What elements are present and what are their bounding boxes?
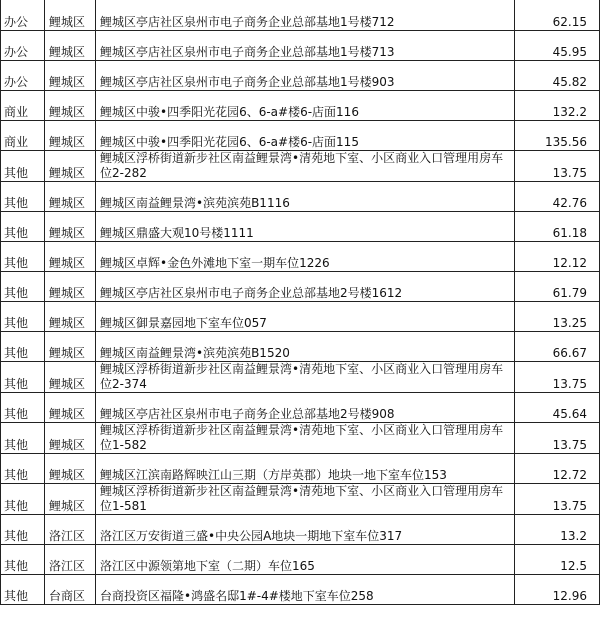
type-cell: 其他 [1,301,45,331]
area-cell: 62.15 [515,0,600,30]
type-cell: 其他 [1,241,45,271]
area-cell: 135.56 [515,120,600,150]
district-cell: 鲤城区 [45,301,96,331]
type-cell: 其他 [1,181,45,211]
district-cell: 鲤城区 [45,331,96,361]
table-row [1,514,600,544]
table-row [1,30,600,60]
address-cell: 鲤城区亭店社区泉州市电子商务企业总部基地2号楼1612 [96,271,515,301]
type-cell: 其他 [1,392,45,422]
area-cell: 132.2 [515,90,600,120]
table-row [1,361,600,392]
address-cell: 鲤城区江滨南路辉映江山三期（方岸英郡）地块一地下室车位153 [96,453,515,483]
table-row [1,271,600,301]
type-cell: 其他 [1,453,45,483]
area-cell: 61.18 [515,211,600,241]
district-cell: 鲤城区 [45,241,96,271]
district-cell: 鲤城区 [45,392,96,422]
table-row [1,544,600,574]
address-cell: 洛江区万安街道三盛•中央公园A地块一期地下室车位317 [96,514,515,544]
table-row [1,90,600,120]
table-row [1,0,600,30]
area-cell: 13.75 [515,483,600,514]
area-cell: 12.5 [515,544,600,574]
address-cell: 鲤城区亭店社区泉州市电子商务企业总部基地1号楼713 [96,30,515,60]
district-cell: 鲤城区 [45,60,96,90]
table-row [1,181,600,211]
table-row [1,301,600,331]
area-cell: 12.12 [515,241,600,271]
area-cell: 13.2 [515,514,600,544]
address-cell: 鲤城区御景嘉园地下室车位057 [96,301,515,331]
district-cell: 鲤城区 [45,120,96,150]
address-cell: 鲤城区中骏•四季阳光花园6、6-a#楼6-店面116 [96,90,515,120]
type-cell: 其他 [1,361,45,392]
area-cell: 13.25 [515,301,600,331]
district-cell: 鲤城区 [45,483,96,514]
type-cell: 办公 [1,0,45,30]
address-cell: 鲤城区亭店社区泉州市电子商务企业总部基地2号楼908 [96,392,515,422]
table-row [1,574,600,604]
address-cell: 台商投资区福隆•鸿盛名邸1#-4#楼地下室车位258 [96,574,515,604]
table-row [1,331,600,361]
type-cell: 其他 [1,211,45,241]
district-cell: 洛江区 [45,544,96,574]
area-cell: 66.67 [515,331,600,361]
address-cell: 鲤城区浮桥街道新步社区南益鲤景湾•清苑地下室、小区商业入口管理用房车位2-374 [96,361,515,392]
type-cell: 其他 [1,271,45,301]
type-cell: 其他 [1,422,45,453]
district-cell: 鲤城区 [45,271,96,301]
address-cell: 鲤城区亭店社区泉州市电子商务企业总部基地1号楼712 [96,0,515,30]
address-cell: 鲤城区浮桥街道新步社区南益鲤景湾•清苑地下室、小区商业入口管理用房车位1-582 [96,422,515,453]
address-cell: 鲤城区中骏•四季阳光花园6、6-a#楼6-店面115 [96,120,515,150]
address-cell: 鲤城区卓辉•金色外滩地下室一期车位1226 [96,241,515,271]
district-cell: 鲤城区 [45,211,96,241]
type-cell: 办公 [1,30,45,60]
address-cell: 鲤城区亭店社区泉州市电子商务企业总部基地1号楼903 [96,60,515,90]
district-cell: 鲤城区 [45,181,96,211]
address-cell: 鲤城区南益鲤景湾•滨苑滨苑B1116 [96,181,515,211]
type-cell: 其他 [1,150,45,181]
address-cell: 鲤城区浮桥街道新步社区南益鲤景湾•清苑地下室、小区商业入口管理用房车位2-282 [96,150,515,181]
type-cell: 其他 [1,574,45,604]
district-cell: 鲤城区 [45,90,96,120]
table-row [1,422,600,453]
type-cell: 其他 [1,544,45,574]
table-row [1,241,600,271]
address-cell: 鲤城区南益鲤景湾•滨苑滨苑B1520 [96,331,515,361]
type-cell: 其他 [1,331,45,361]
district-cell: 洛江区 [45,514,96,544]
area-cell: 13.75 [515,361,600,392]
type-cell: 商业 [1,90,45,120]
address-cell: 鲤城区鼎盛大观10号楼1111 [96,211,515,241]
district-cell: 鲤城区 [45,150,96,181]
area-cell: 13.75 [515,422,600,453]
type-cell: 其他 [1,514,45,544]
type-cell: 商业 [1,120,45,150]
table-row [1,60,600,90]
district-cell: 台商区 [45,574,96,604]
area-cell: 45.95 [515,30,600,60]
area-cell: 42.76 [515,181,600,211]
table-row [1,483,600,514]
address-cell: 洛江区中源领第地下室（二期）车位165 [96,544,515,574]
district-cell: 鲤城区 [45,0,96,30]
district-cell: 鲤城区 [45,422,96,453]
table-row [1,392,600,422]
district-cell: 鲤城区 [45,30,96,60]
district-cell: 鲤城区 [45,361,96,392]
area-cell: 45.82 [515,60,600,90]
table-row [1,120,600,150]
type-cell: 办公 [1,60,45,90]
area-cell: 12.72 [515,453,600,483]
district-cell: 鲤城区 [45,453,96,483]
table-row [1,453,600,483]
table-row [1,150,600,181]
type-cell: 其他 [1,483,45,514]
table-row [1,211,600,241]
area-cell: 13.75 [515,150,600,181]
area-cell: 61.79 [515,271,600,301]
area-cell: 45.64 [515,392,600,422]
address-cell: 鲤城区浮桥街道新步社区南益鲤景湾•清苑地下室、小区商业入口管理用房车位1-581 [96,483,515,514]
area-cell: 12.96 [515,574,600,604]
